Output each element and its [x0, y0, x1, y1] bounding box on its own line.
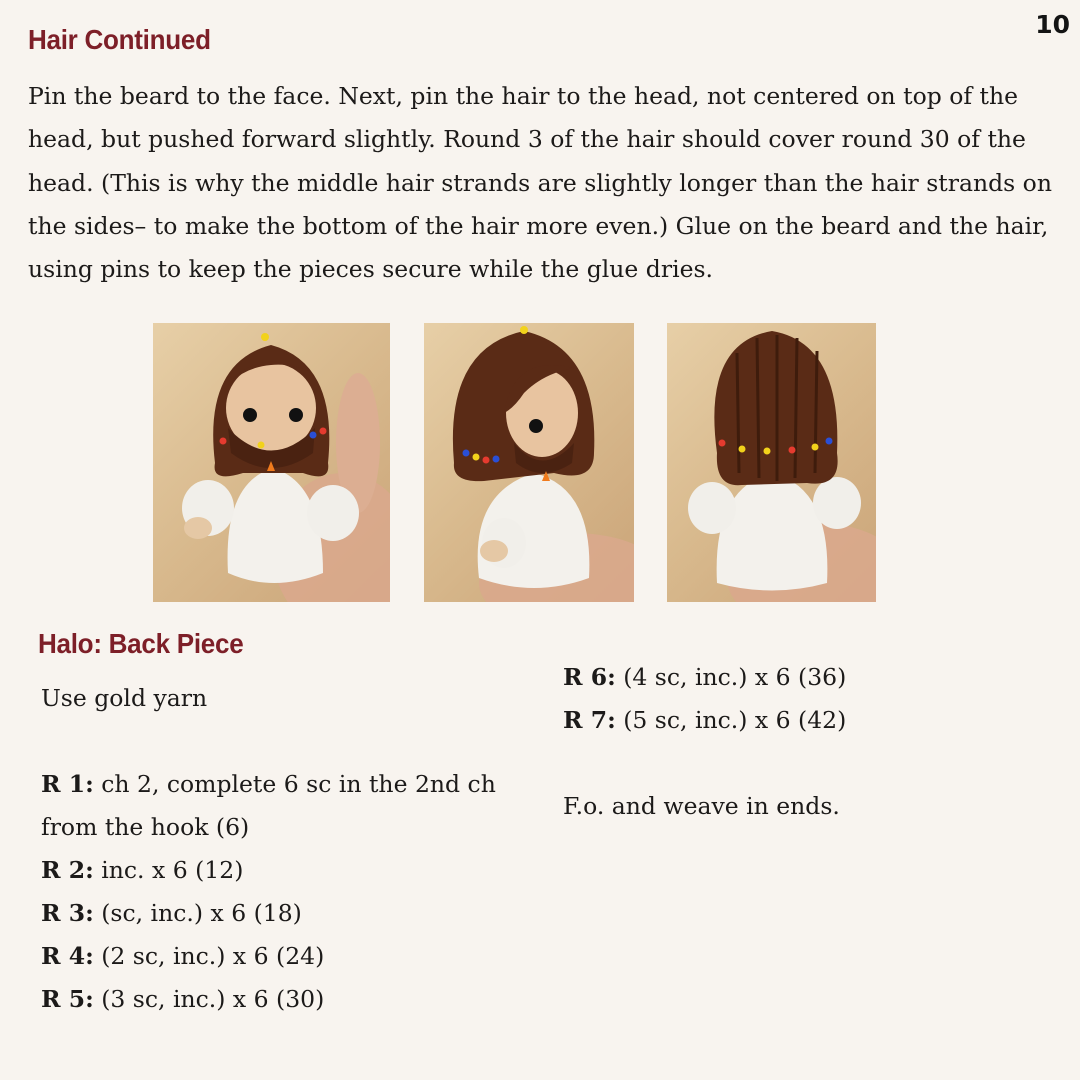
round-row: R 5: (3 sc, inc.) x 6 (30) [41, 985, 325, 1013]
rounds-list-left [41, 763, 531, 1021]
round-row: R 1: ch 2, complete 6 sc in the 2nd ch from the hook (6) [41, 770, 496, 841]
photo-front-view [153, 323, 390, 602]
rounds-list-right [563, 656, 1043, 742]
round-row: R 2: inc. x 6 (12) [41, 856, 244, 884]
round-row: R 4: (2 sc, inc.) x 6 (24) [41, 942, 325, 970]
photo-back-view [667, 323, 876, 602]
halo-back-piece-heading: Halo: Back Piece [38, 628, 244, 659]
round-row: R 6: (4 sc, inc.) x 6 (36) [563, 663, 847, 691]
finish-note: F.o. and weave in ends. [563, 792, 840, 820]
round-row: R 7: (5 sc, inc.) x 6 (42) [563, 706, 847, 734]
photo-side-view [424, 323, 634, 602]
hair-continued-heading: Hair Continued [28, 24, 211, 55]
doll-back-illustration [667, 323, 876, 602]
doll-front-illustration [153, 323, 390, 602]
hair-instructions: Pin the beard to the face. Next, pin the hair to the head, not centered on top of the head, but pushed forward slightly. Round 3 of the hair should cover round 30 of the head. (This is why the middle hair strands are slightly longer than the hair strands on the sides– to make the bottom of the hair more even.) Glue on the beard and the hair, using pins to keep the pieces secure while the glue dries. [28, 82, 1052, 284]
page-number: 10 [1035, 10, 1070, 39]
doll-side-illustration [424, 323, 634, 602]
round-row: R 3: (sc, inc.) x 6 (18) [41, 899, 302, 927]
yarn-note: Use gold yarn [41, 684, 208, 712]
